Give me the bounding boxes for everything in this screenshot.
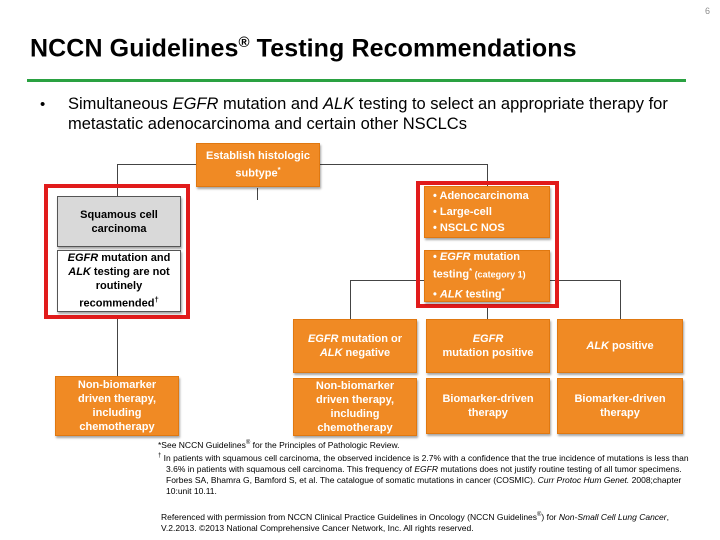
egfr-positive-box (426, 319, 550, 373)
slide-number: 6 (704, 6, 710, 16)
bullet-egfr: EGFR (172, 95, 219, 113)
adeno-type-1: • Large-cell (433, 206, 492, 218)
testing-egfr-line: • EGFR mutation testing* (category 1) (433, 251, 526, 281)
therapy-biomarker-alk-text: Biomarker-driven therapy (574, 393, 666, 419)
adeno-type-0: • Adenocarcinoma (433, 190, 529, 202)
squamous-label: Squamous cell carcinoma (80, 208, 158, 235)
establish-histologic-subtype-box (196, 143, 320, 187)
adeno-type-2: • NSCLC NOS (433, 222, 505, 234)
bullet-part-3: testing to select an appropriate therapy for metastatic adenocarcinoma and certain other NSCLCs (68, 95, 668, 133)
squamous-cell-carcinoma-box (57, 196, 181, 247)
title-main: NCCN Guidelines (30, 34, 239, 63)
testing-not-recommended-box (57, 250, 181, 312)
therapy-nonbiomarker-left-text: Non-biomarker driven therapy, including chemotherapy (77, 379, 157, 433)
footnotes (158, 438, 708, 497)
connector-branch-left (350, 280, 351, 320)
page-title (30, 34, 577, 63)
egfr-alk-negative-box (293, 319, 417, 373)
reference-note: Referenced with permission from NCCN Clinical Practice Guidelines in Oncology (NCCN Guidelines®) for Non-Small Cell Lung Cancer, V.2.2013. ©2013 National Comprehensive Cancer Network, Inc. All rights reserved. (161, 511, 669, 533)
bullet-alk: ALK (322, 95, 355, 113)
connector-branch-right (620, 280, 621, 320)
adenocarcinoma-types-box (424, 186, 550, 238)
therapy-biomarker-egfr-box (426, 378, 550, 434)
footnote-1: *See NCCN Guidelines® for the Principles of Pathologic Review. (158, 439, 400, 450)
therapy-nonbiomarker-left-box (55, 376, 179, 436)
therapy-nonbiomarker-mid-box (293, 378, 417, 436)
therapy-biomarker-egfr-text: Biomarker-driven therapy (442, 393, 534, 419)
egfr-positive-text: mutation positive (442, 347, 534, 359)
bullet-part-1: Simultaneous (68, 95, 173, 113)
alk-positive-box (557, 319, 683, 373)
title-divider (27, 79, 686, 82)
bullet-icon: • (40, 96, 46, 113)
negative-text: EGFR mutation or ALK negative (307, 333, 403, 359)
egfr-alk-testing-box (424, 250, 550, 302)
therapy-biomarker-alk-box (557, 378, 683, 434)
alk-positive-text: ALK positive (586, 340, 654, 352)
egfr-positive-label: EGFR (472, 333, 504, 345)
title-rest: Testing Recommendations (249, 34, 577, 63)
bullet-part-2: mutation and (218, 95, 323, 113)
root-line1: Establish histologic (206, 150, 310, 163)
title-registered-mark: ® (238, 34, 250, 51)
connector-left-down (117, 318, 118, 376)
testing-alk-line: • ALK testing* (433, 286, 505, 301)
connector-root-down (257, 188, 258, 200)
footnote-2: † In patients with squamous cell carcinoma, the observed incidence is 2.7% with a confidence that the true incidence of mutations is less than 3.6% in patients with squamous cell carcinoma. This frequency of EGFR mutations does not justify routine testing of all tumor specimens. Forbes SA, Bhamra G, Bamford S, et al. The catalogue of somatic mutations in cancer (COSMIC). Curr Protoc Hum Genet. 2008;chapter 10:unit 10.11. (158, 452, 689, 496)
not-recommended-text: EGFR mutation and ALK testing are not routinely recommended† (67, 252, 171, 310)
therapy-nonbiomarker-mid-text: Non-biomarker driven therapy, including chemotherapy (315, 380, 395, 434)
root-line2: subtype* (235, 165, 281, 180)
bullet-text (68, 94, 688, 134)
